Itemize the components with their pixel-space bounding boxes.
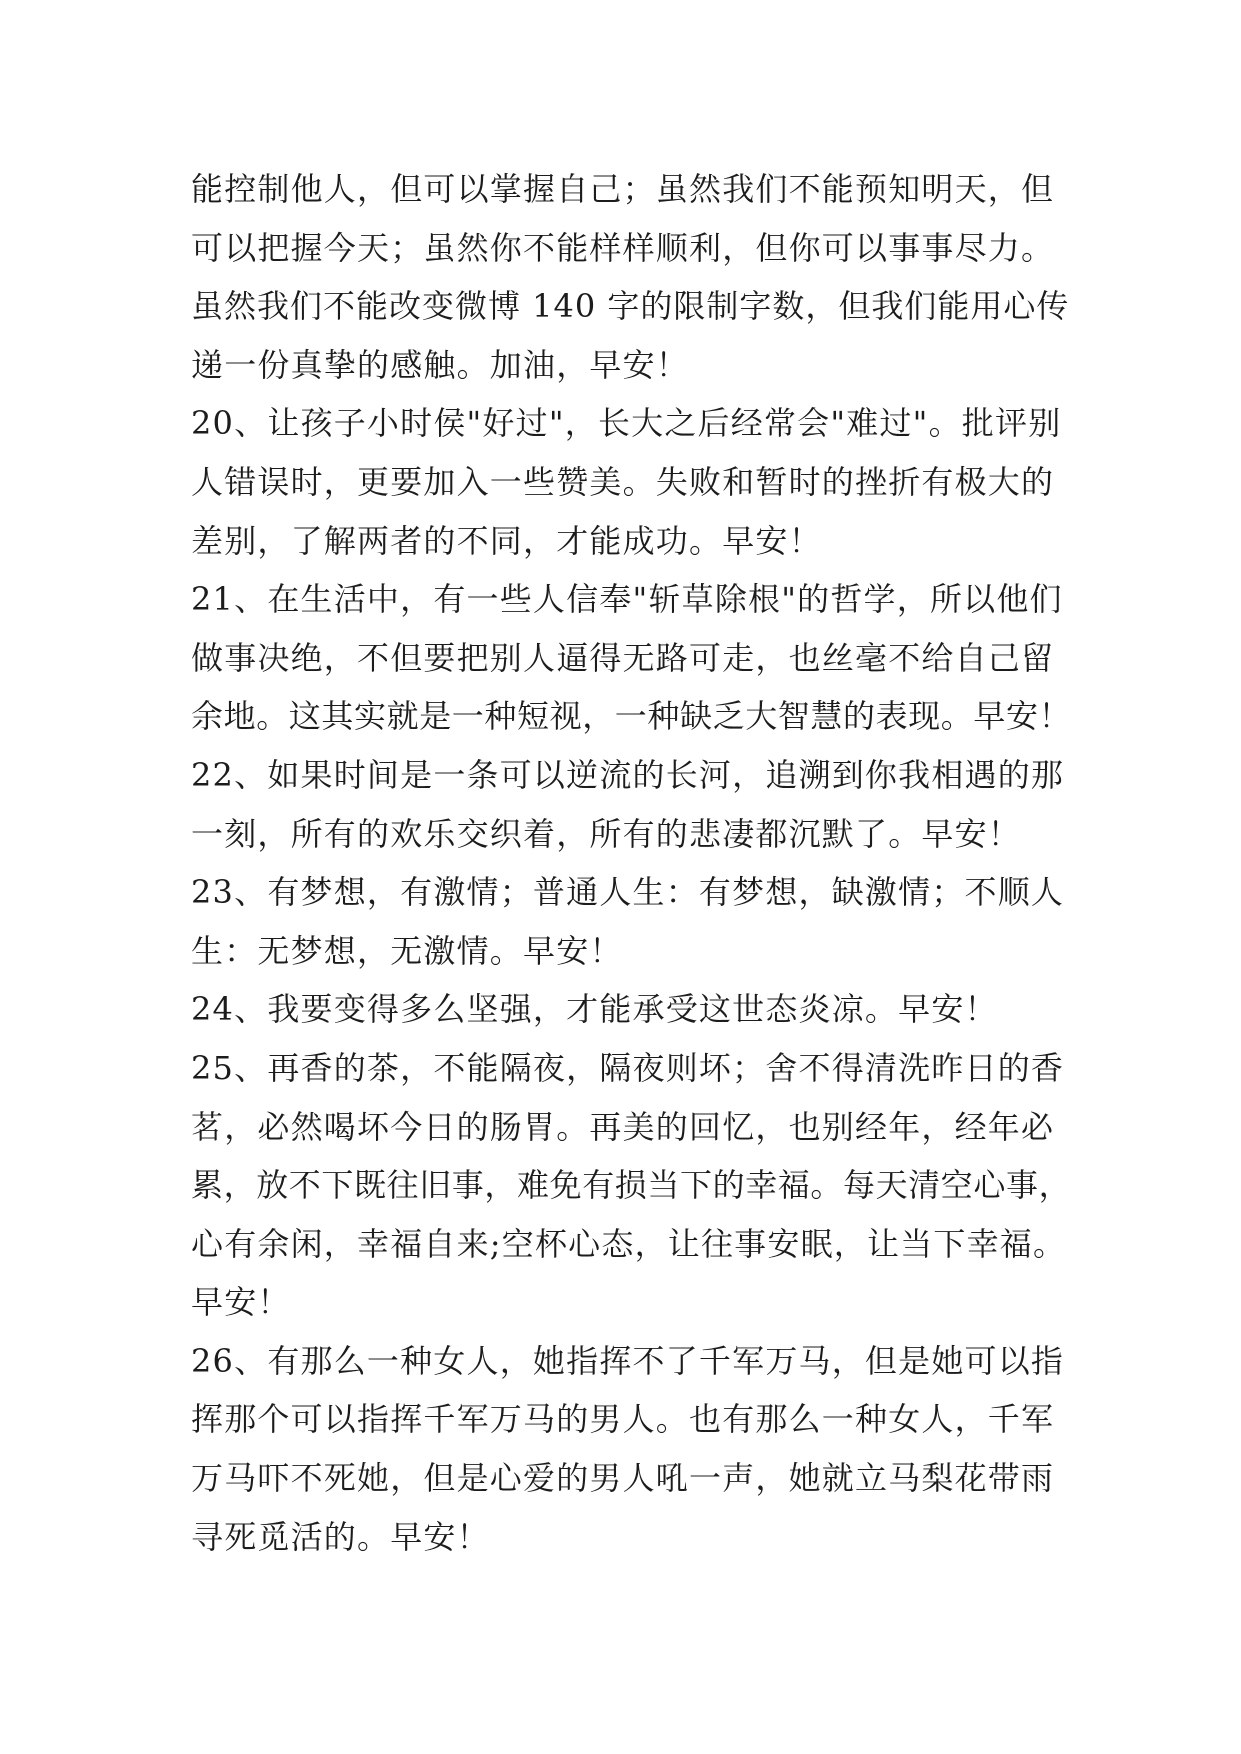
text-line: 挥那个可以指挥千军万马的男人。也有那么一种女人，千军	[191, 1400, 1055, 1439]
text-line: 23、有梦想，有激情；普通人生：有梦想，缺激情；不顺人	[191, 873, 1065, 912]
text-line: 25、再香的茶，不能隔夜，隔夜则坏；舍不得清洗昨日的香	[191, 1048, 1065, 1087]
text-line: 早安！	[191, 1283, 291, 1322]
text-line: 心有余闲，幸福自来;空杯心态，让往事安眠，让当下幸福。	[191, 1224, 1067, 1263]
text-line: 22、如果时间是一条可以逆流的长河，追溯到你我相遇的那	[191, 755, 1065, 794]
text-line: 万马吓不死她，但是心爱的男人吼一声，她就立马梨花带雨	[191, 1459, 1055, 1498]
text-line: 一刻，所有的欢乐交织着，所有的悲凄都沉默了。早安！	[191, 814, 1022, 853]
text-line: 21、在生活中，有一些人信奉"斩草除根"的哲学，所以他们	[191, 580, 1063, 619]
text-line: 能控制他人，但可以掌握自己；虽然我们不能预知明天，但	[191, 170, 1055, 208]
text-line: 人错误时，更要加入一些赞美。失败和暂时的挫折有极大的	[191, 462, 1055, 501]
text-line: 余地。这其实就是一种短视，一种缺乏大智慧的表现。早安！	[191, 697, 1072, 736]
text-line: 差别，了解两者的不同，才能成功。早安！	[191, 521, 822, 560]
text-line: 累，放不下既往旧事，难免有损当下的幸福。每天清空心事，	[191, 1166, 1072, 1205]
text-line: 做事决绝，不但要把别人逼得无路可走，也丝毫不给自己留	[191, 638, 1055, 677]
text-line: 可以把握今天；虽然你不能样样顺利，但你可以事事尽力。	[191, 228, 1055, 267]
text-line: 24、我要变得多么坚强，才能承受这世态炎凉。早安！	[191, 990, 998, 1029]
text-line: 寻死觅活的。早安！	[191, 1517, 490, 1556]
text-line: 20、让孩子小时侯"好过"，长大之后经常会"难过"。批评别	[191, 404, 1062, 443]
document-body	[191, 160, 1071, 1566]
text-line: 递一份真挚的感触。加油，早安！	[191, 345, 690, 384]
text-line: 虽然我们不能改变微博 140 字的限制字数，但我们能用心传	[191, 287, 1070, 326]
text-line: 26、有那么一种女人，她指挥不了千军万马，但是她可以指	[191, 1341, 1065, 1380]
text-line: 生：无梦想，无激情。早安！	[191, 931, 623, 970]
text-line: 茗，必然喝坏今日的肠胃。再美的回忆，也别经年，经年必	[191, 1107, 1055, 1146]
